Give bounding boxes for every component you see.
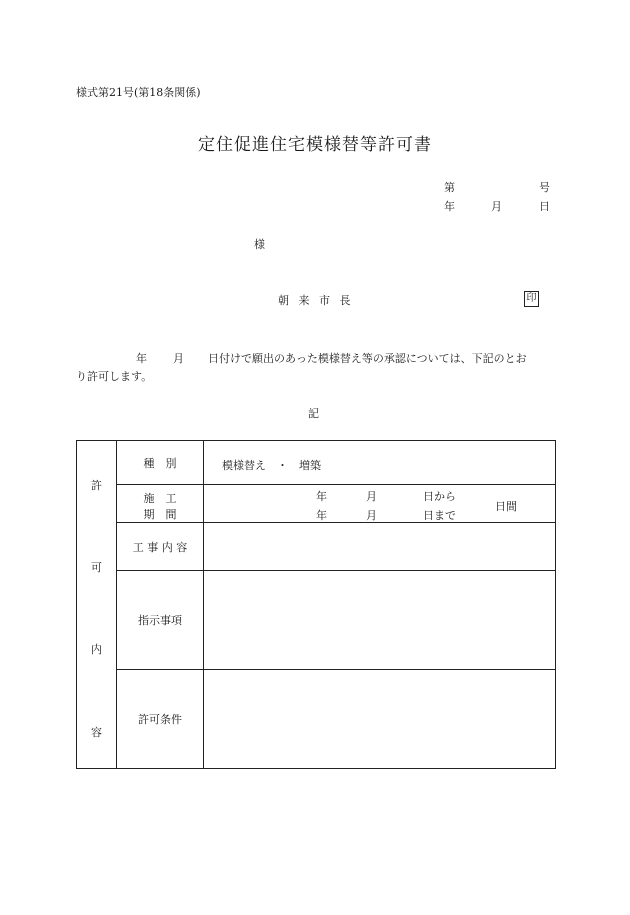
permit-content-column <box>77 441 117 769</box>
document-title: 定住促進住宅模様替等許可書 <box>198 135 432 155</box>
permit-table <box>76 440 556 769</box>
period-label-cell <box>117 485 204 523</box>
work-value-cell[interactable] <box>204 523 556 571</box>
body-month: 月 <box>173 352 184 365</box>
work-label: 工 事 内 容 <box>117 523 204 571</box>
side-char-3: 内 <box>91 643 102 656</box>
period-label-1: 施 工 <box>143 492 177 505</box>
conditions-label: 許可条件 <box>117 670 204 769</box>
to-year: 年 <box>316 509 327 522</box>
body-line-2: り許可します。 <box>76 370 153 383</box>
date-year: 年 <box>444 200 455 213</box>
body-year: 年 <box>136 352 147 365</box>
to-month: 月 <box>366 509 377 522</box>
issuer-name: 朝 来 市 長 <box>278 294 354 307</box>
to-suffix: 日まで <box>423 509 456 522</box>
type-value-cell[interactable] <box>204 441 556 485</box>
body-text-1: 日付けで願出のあった模様替え等の承認については、下記のとお <box>208 352 527 365</box>
period-value-cell[interactable] <box>204 485 556 523</box>
conditions-value-cell[interactable] <box>204 670 556 769</box>
number-prefix: 第 <box>444 181 455 194</box>
date-day: 日 <box>539 200 550 213</box>
type-value: 模様替え ・ 増築 <box>222 459 321 472</box>
from-month: 月 <box>366 490 377 503</box>
instructions-label: 指示事項 <box>117 571 204 670</box>
period-label-2: 期 間 <box>143 508 177 521</box>
seal-mark: 印 <box>524 291 539 307</box>
period-days: 日間 <box>495 500 517 513</box>
side-char-1: 許 <box>91 479 102 492</box>
from-year: 年 <box>316 490 327 503</box>
form-reference: 様式第21号(第18条関係) <box>76 86 201 99</box>
addressee-suffix: 様 <box>254 238 265 251</box>
instructions-value-cell[interactable] <box>204 571 556 670</box>
number-suffix: 号 <box>539 181 550 194</box>
side-char-2: 可 <box>91 561 102 574</box>
from-suffix: 日から <box>423 490 456 503</box>
date-month: 月 <box>491 200 502 213</box>
side-char-4: 容 <box>91 726 102 739</box>
ki-heading: 記 <box>308 407 319 420</box>
type-label: 種 別 <box>117 441 204 485</box>
